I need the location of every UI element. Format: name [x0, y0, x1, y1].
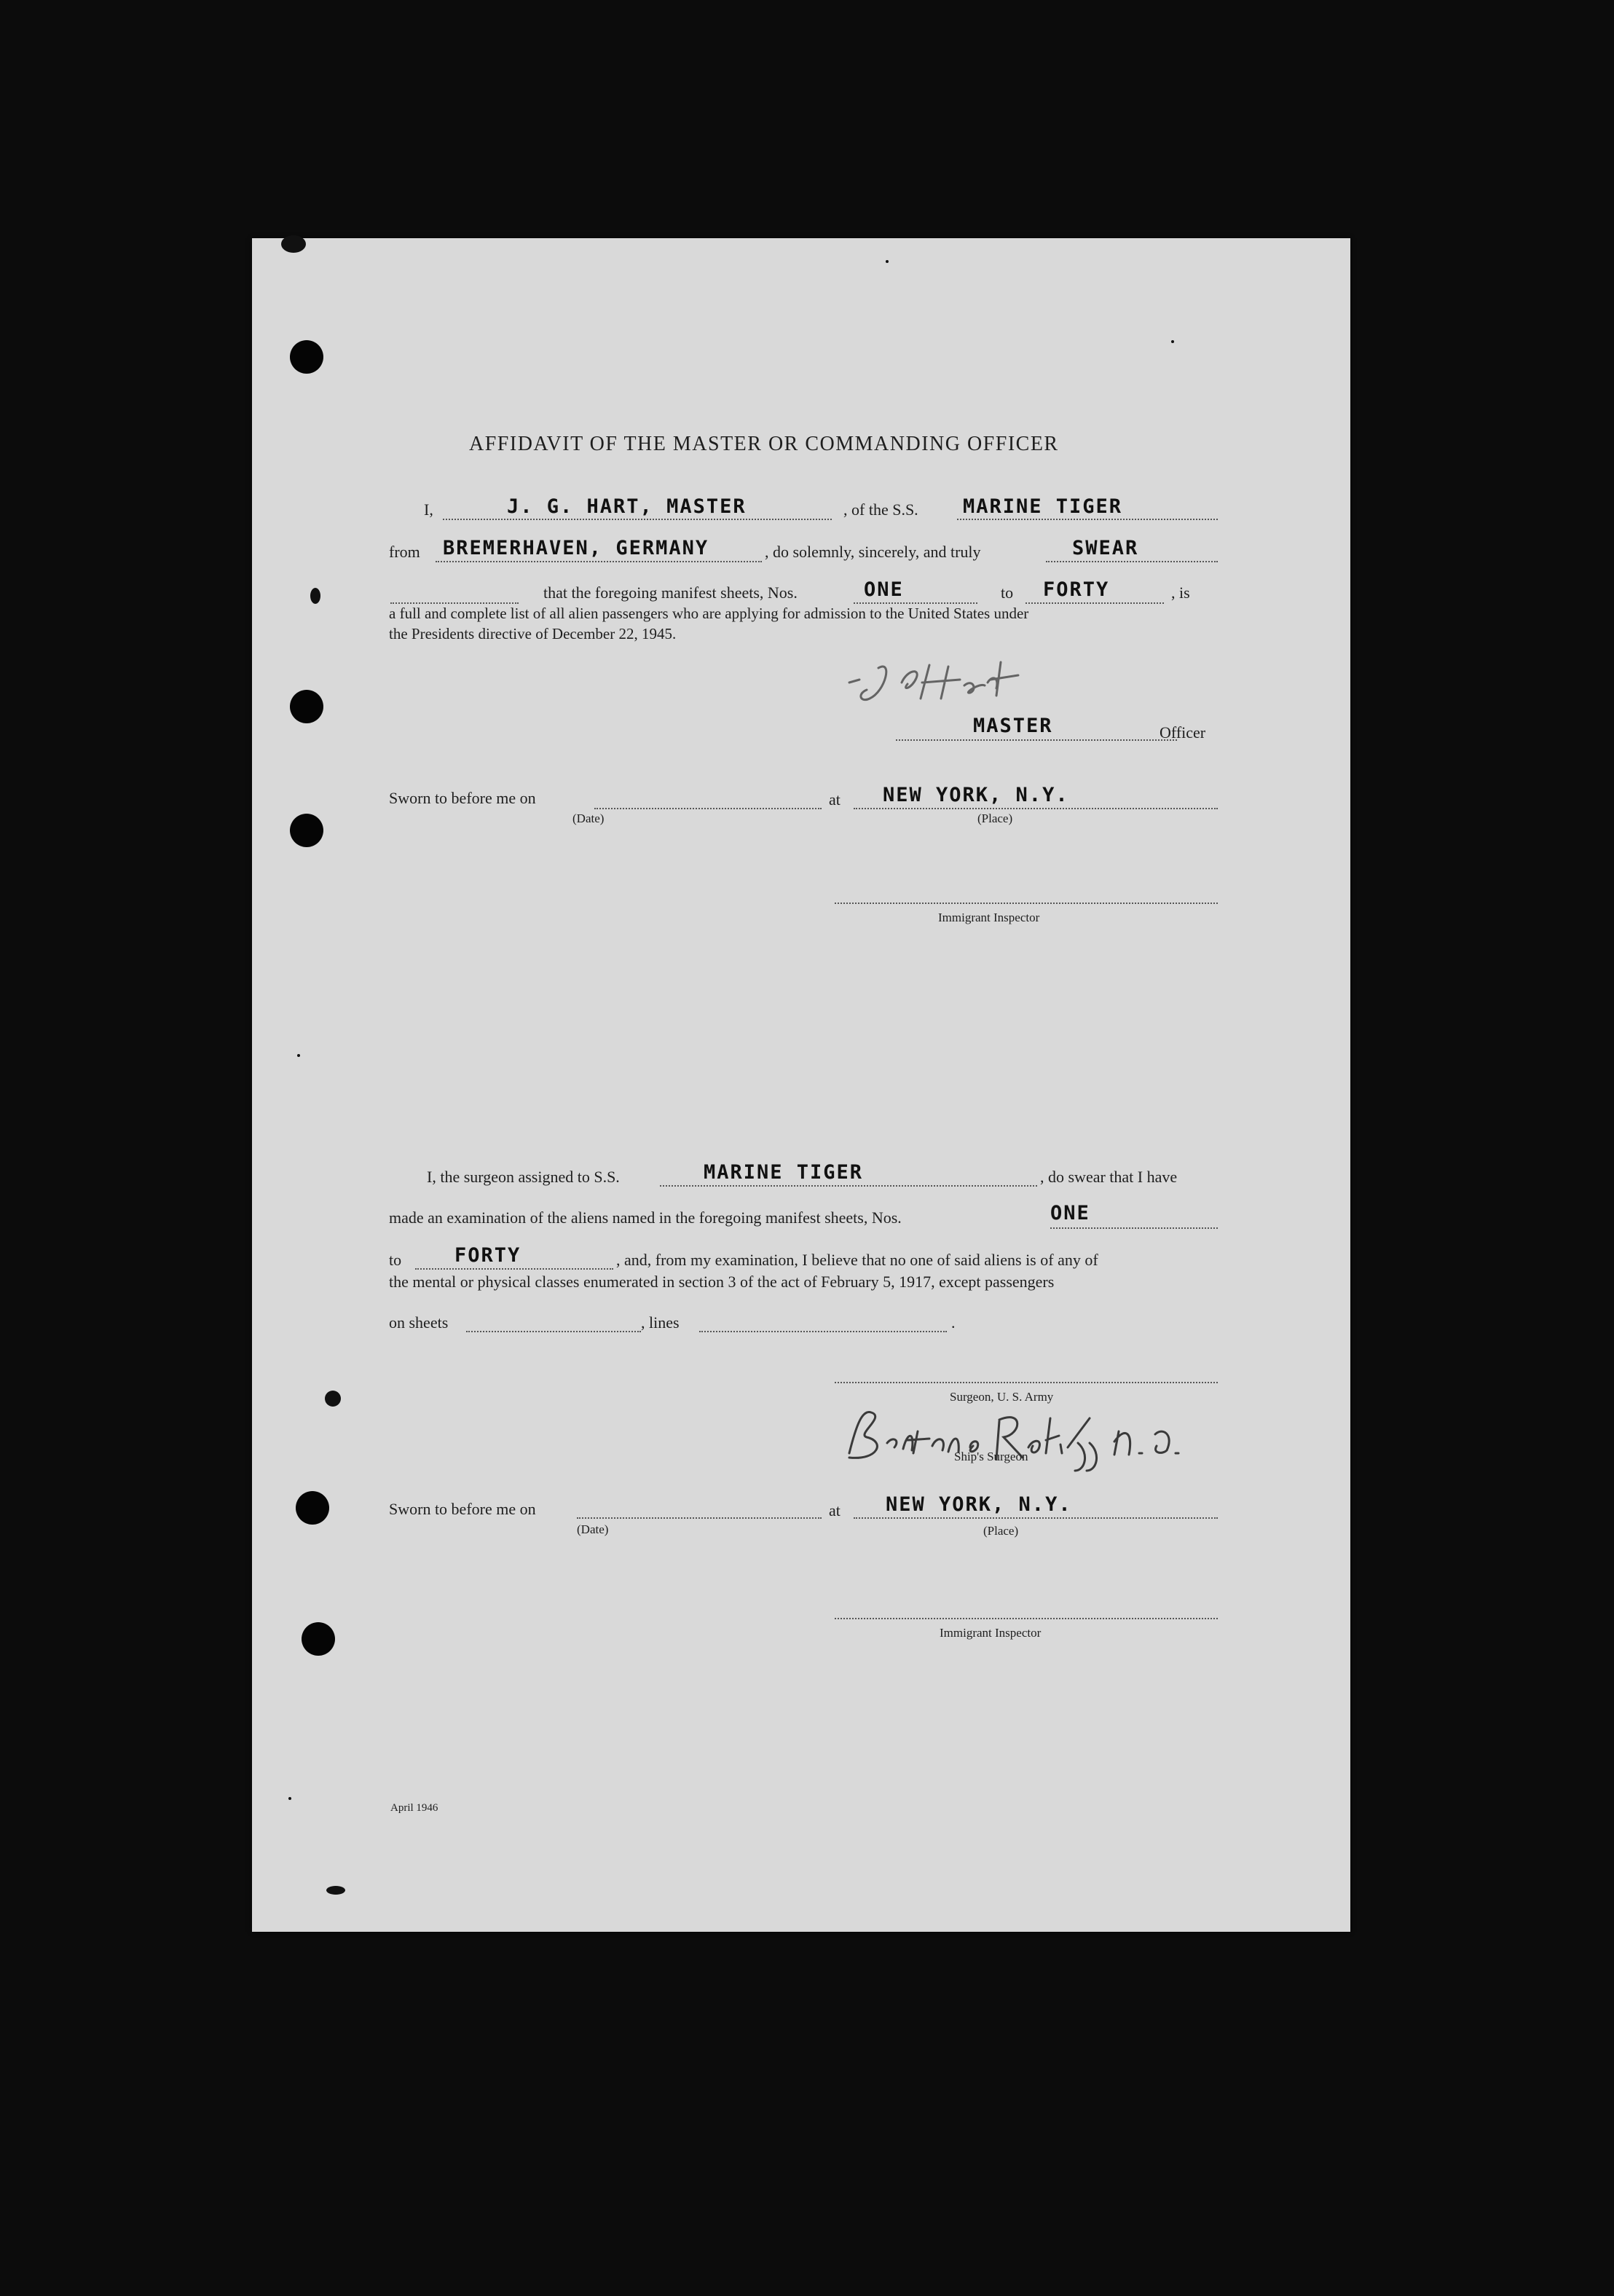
- surgeon-inspector-label: Immigrant Inspector: [940, 1626, 1042, 1640]
- binder-hole: [290, 340, 323, 374]
- sheet-from: ONE: [864, 578, 904, 601]
- manifest-label: that the foregoing manifest sheets, Nos.: [543, 583, 798, 602]
- i-label: I,: [424, 500, 433, 519]
- master-name: J. G. HART, MASTER: [507, 495, 747, 518]
- affidavit-date-line: [594, 808, 822, 809]
- lines-line: [699, 1331, 947, 1332]
- sheet-to: FORTY: [1043, 578, 1110, 601]
- solemnly-label: , do solemnly, sincerely, and truly: [765, 543, 981, 561]
- surgeon-place-caption: (Place): [983, 1524, 1019, 1538]
- officer-rank-line: [896, 739, 1177, 741]
- paper-speck: [326, 1886, 345, 1895]
- departure-port: BREMERHAVEN, GERMANY: [443, 537, 709, 559]
- on-sheets-label: on sheets: [389, 1313, 449, 1332]
- ships-surgeon-label: Ship's Surgeon: [954, 1450, 1028, 1463]
- army-surgeon-line: [835, 1382, 1218, 1383]
- affidavit-inspector-line: [835, 903, 1218, 904]
- binder-hole: [290, 814, 323, 847]
- surgeon-ship-name: MARINE TIGER: [704, 1161, 864, 1184]
- affidavit-date-caption: (Date): [572, 811, 605, 825]
- paper-speck: [288, 1797, 291, 1800]
- paper-speck: [886, 260, 889, 263]
- oath-type: SWEAR: [1072, 537, 1139, 559]
- oath-type-line: [1046, 561, 1218, 562]
- lines-label: , lines: [641, 1313, 680, 1332]
- binder-hole: [302, 1622, 335, 1656]
- surgeon-inspector-line: [835, 1618, 1218, 1619]
- surgeon-sworn-label: Sworn to before me on: [389, 1500, 536, 1518]
- surgeon-sheet-from-line: [1050, 1227, 1218, 1229]
- lines-period: .: [951, 1313, 956, 1332]
- officer-rank: MASTER: [973, 715, 1053, 737]
- paper-speck: [310, 588, 320, 604]
- ship-name-line: [957, 519, 1218, 520]
- surgeon-sheet-to: FORTY: [454, 1244, 521, 1267]
- affidavit-sworn-label: Sworn to before me on: [389, 789, 536, 807]
- surgeon-exam-line: made an examination of the aliens named in the foregoing manifest sheets, Nos.: [389, 1208, 902, 1227]
- ship-name: MARINE TIGER: [963, 495, 1123, 518]
- affidavit-sworn-place: NEW YORK, N.Y.: [883, 784, 1069, 806]
- officer-label: Officer: [1160, 723, 1206, 742]
- surgeon-place-line: [854, 1517, 1218, 1519]
- affidavit-title: AFFIDAVIT OF THE MASTER OR COMMANDING OFFICER: [469, 433, 1059, 455]
- on-sheets-line: [466, 1331, 641, 1332]
- paper-speck: [297, 1054, 300, 1057]
- to-label: to: [1001, 583, 1014, 602]
- form-date: April 1946: [390, 1802, 438, 1814]
- binder-hole: [290, 690, 323, 723]
- affidavit-inspector-label: Immigrant Inspector: [938, 911, 1040, 924]
- binder-hole: [296, 1491, 329, 1525]
- affidavit-place-line: [854, 808, 1218, 809]
- affidavit-body-line-3: the Presidents directive of December 22, 1945.: [389, 625, 677, 642]
- affidavit-at-label: at: [829, 790, 841, 809]
- army-surgeon-label: Surgeon, U. S. Army: [950, 1390, 1054, 1404]
- surgeon-classes-line: the mental or physical classes enumerated in section 3 of the act of February 5, 1917, except passengers: [389, 1273, 1055, 1291]
- affidavit-body-line-2: a full and complete list of all alien passengers who are applying for admission to the United States under: [389, 605, 1029, 622]
- surgeon-sheet-to-line: [415, 1268, 613, 1270]
- surgeon-ship-line: [660, 1185, 1037, 1187]
- paper-speck: [281, 235, 306, 253]
- paper-speck: [1171, 340, 1174, 343]
- is-label: , is: [1171, 583, 1190, 602]
- surgeon-to-label: to: [389, 1251, 402, 1269]
- master-signature: [835, 653, 1039, 712]
- surgeon-at-label: at: [829, 1501, 841, 1519]
- master-name-line: [443, 519, 832, 520]
- sheet-to-line: [1026, 602, 1164, 604]
- departure-port-line: [436, 561, 762, 562]
- affidavit-place-caption: (Place): [977, 811, 1013, 825]
- surgeon-date-caption: (Date): [577, 1522, 609, 1536]
- document-page: [252, 238, 1350, 1932]
- surgeon-date-line: [577, 1517, 822, 1519]
- paper-speck: [325, 1391, 341, 1407]
- of-ss-label: , of the S.S.: [843, 500, 918, 519]
- surgeon-swear-label: , do swear that I have: [1040, 1168, 1178, 1186]
- from-label: from: [389, 543, 420, 561]
- surgeon-intro: I, the surgeon assigned to S.S.: [427, 1168, 620, 1186]
- surgeon-sheet-from: ONE: [1050, 1202, 1090, 1224]
- surgeon-belief-line: , and, from my examination, I believe that no one of said aliens is of any of: [616, 1251, 1098, 1269]
- surgeon-sworn-place: NEW YORK, N.Y.: [886, 1493, 1072, 1516]
